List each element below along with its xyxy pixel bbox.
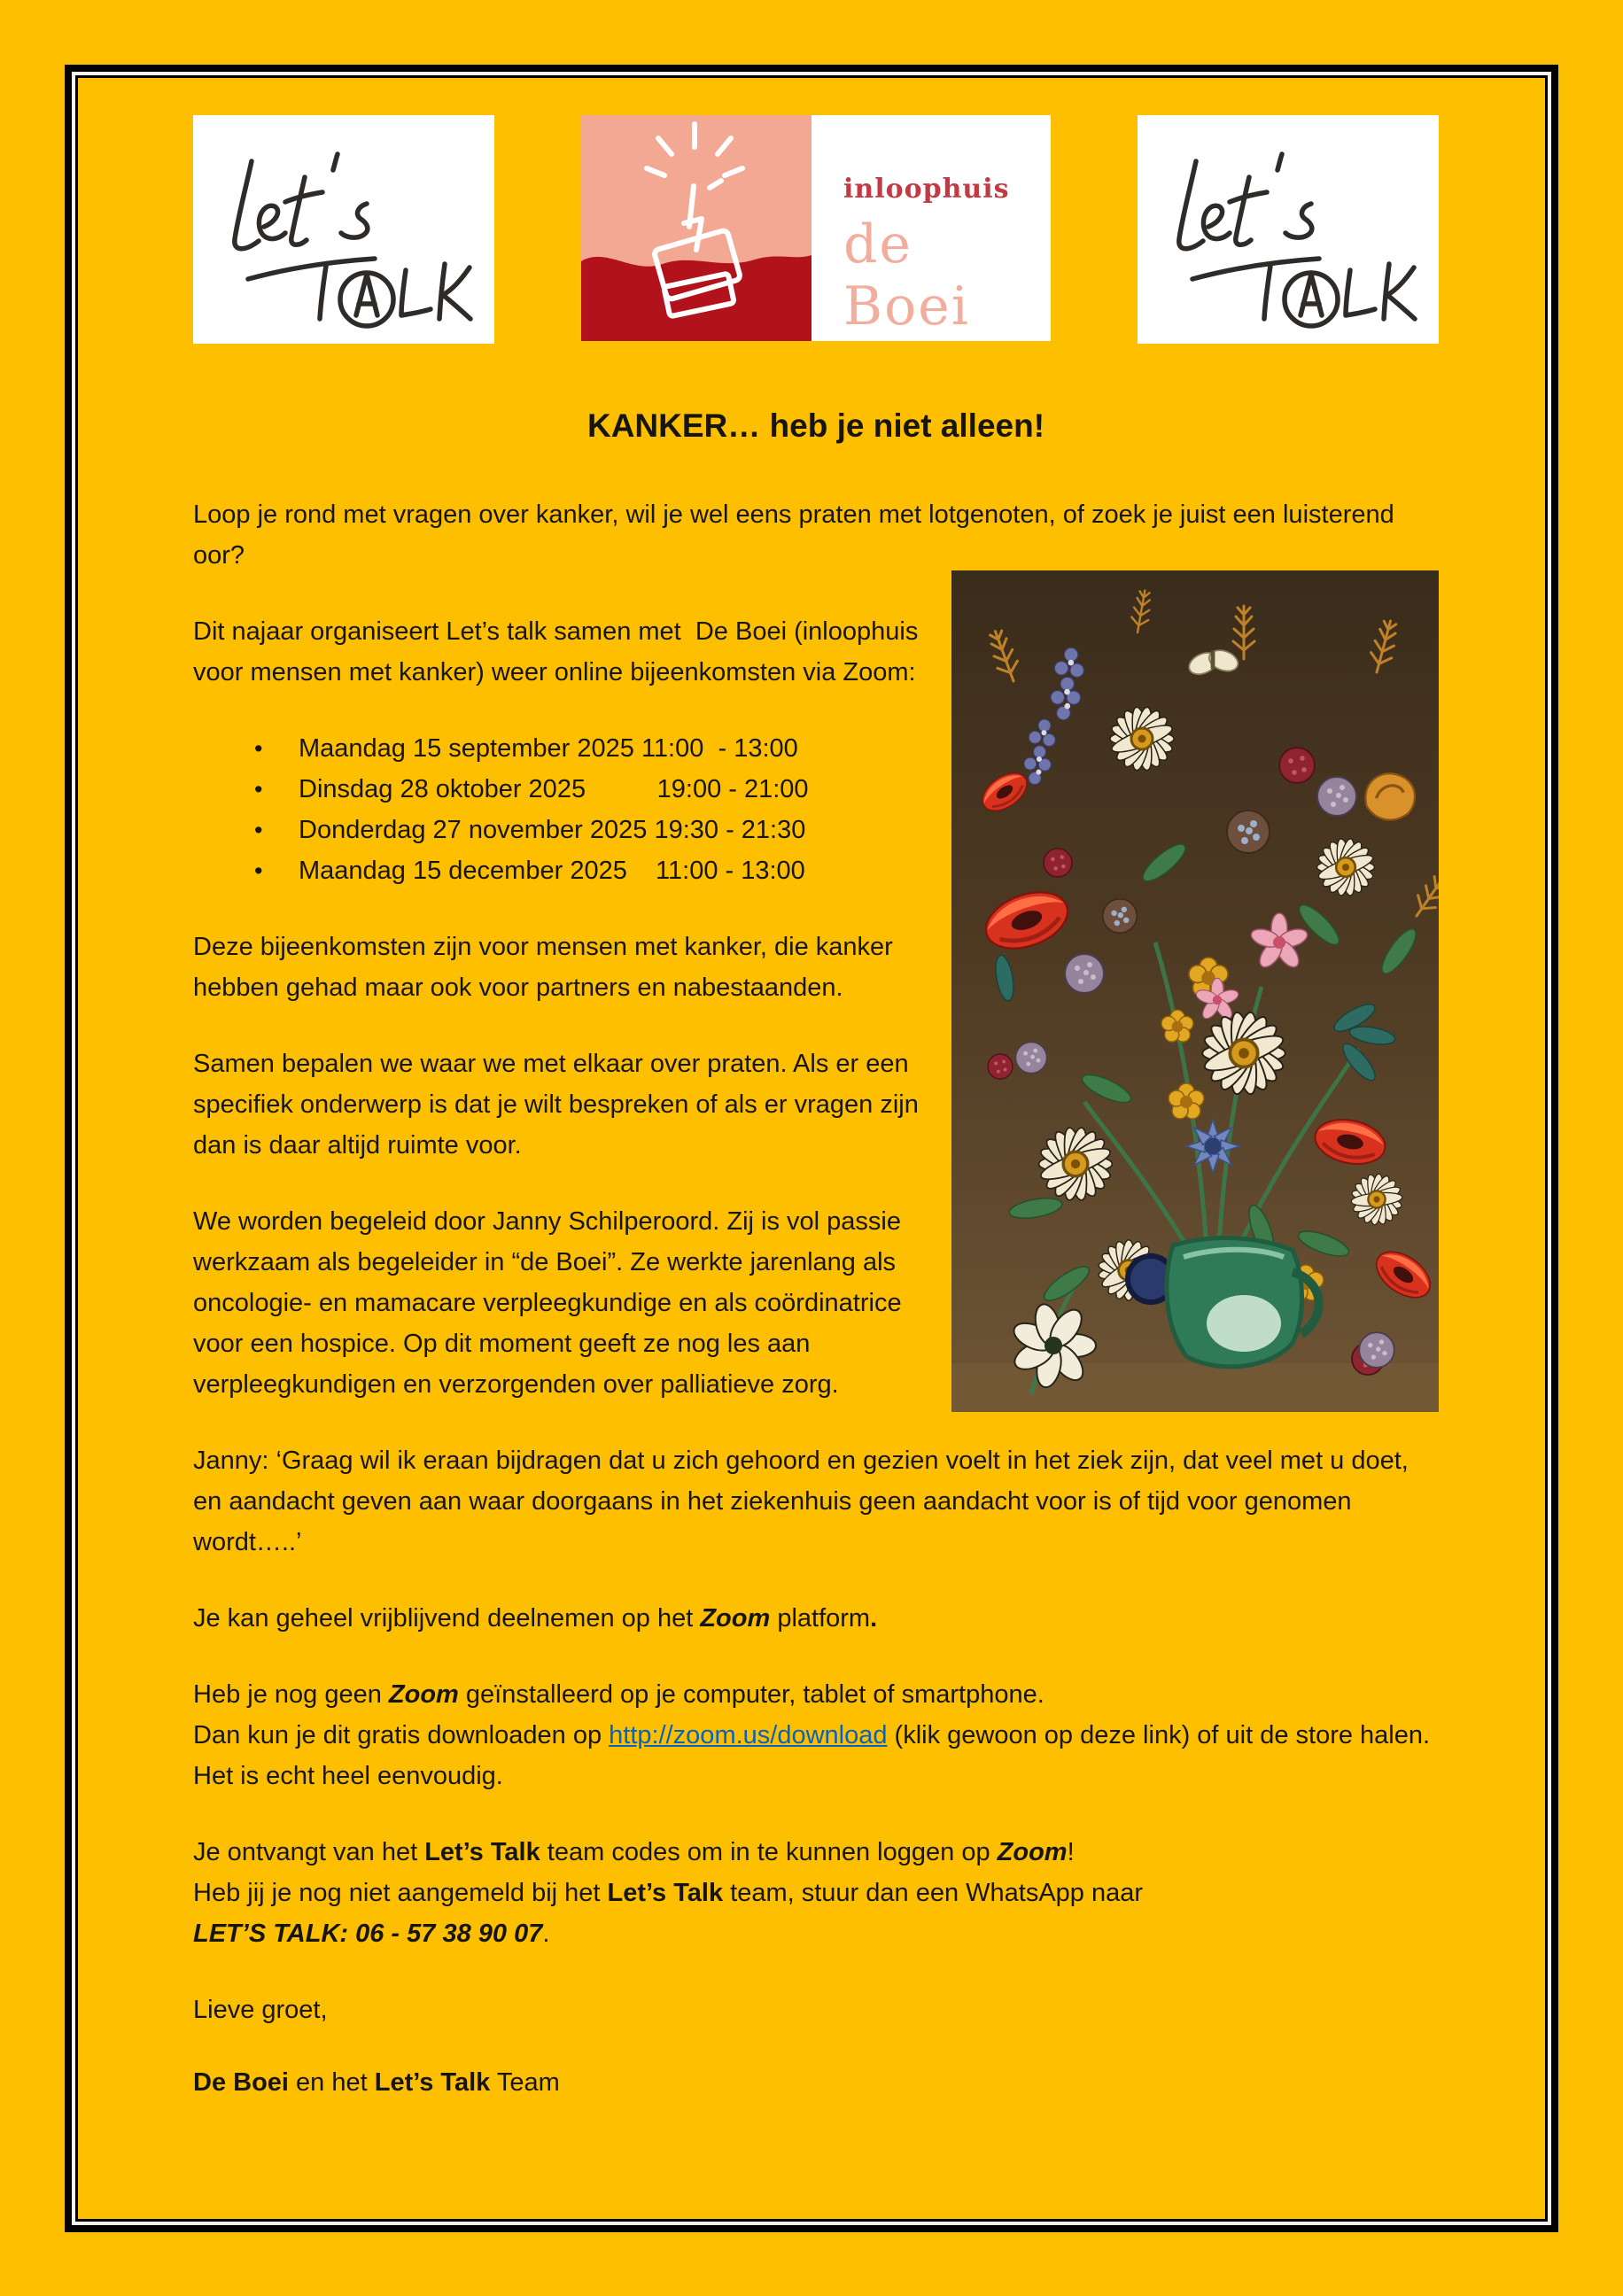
text-run: . bbox=[542, 1920, 550, 1948]
de-boei-logo-text bbox=[812, 115, 1051, 341]
bullet-icon: • bbox=[254, 776, 263, 803]
lets-talk-brand-text: Let’s Talk bbox=[607, 1879, 724, 1907]
logo-row bbox=[193, 115, 1439, 344]
lets-talk-handwriting-icon bbox=[193, 115, 494, 344]
flyer-content bbox=[80, 80, 1543, 2216]
lets-talk-handwriting-icon bbox=[1138, 115, 1439, 344]
greeting-paragraph: Lieve groet, bbox=[193, 1996, 328, 2024]
schedule-item-text: Maandag 15 september 2025 11:00 - 13:00 bbox=[299, 734, 798, 763]
organise-paragraph: Dit najaar organiseert Let’s talk samen met De Boei (inloophuis voor mensen met kanker) weer online bijeenkomsten via Zoom: bbox=[193, 617, 926, 686]
de-boei-brand-text: De Boei bbox=[193, 2068, 289, 2097]
bullet-icon: • bbox=[254, 735, 263, 762]
lets-talk-brand-text: Let’s Talk bbox=[424, 1838, 540, 1866]
lets-talk-logo-right bbox=[1138, 115, 1439, 344]
audience-paragraph: Deze bijeenkomsten zijn voor mensen met kanker, die kanker hebben gehad maar ook voor partners en nabestaanden. bbox=[193, 933, 900, 1002]
intro-paragraph: Loop je rond met vragen over kanker, wil je wel eens praten met lotgenoten, of zoek je juist een luisterend oor? bbox=[193, 500, 1409, 570]
bullet-icon: • bbox=[254, 817, 263, 843]
text-run: (klik gewoon op deze link) of uit de store halen. Het is echt heel eenvoudig. bbox=[193, 1721, 1438, 1790]
text-run: en het bbox=[288, 2068, 375, 2097]
text-run: geïnstalleerd op je computer, tablet of smartphone. bbox=[458, 1680, 1044, 1709]
page-title: KANKER… heb je niet alleen! bbox=[586, 407, 1045, 444]
signature-paragraph bbox=[193, 2062, 1439, 2103]
de-boei-logo bbox=[581, 115, 1051, 341]
lets-talk-logo-left bbox=[193, 115, 494, 344]
lets-talk-brand-text: Let’s Talk bbox=[374, 2068, 491, 2097]
zoom-brand-text: Zoom bbox=[388, 1680, 459, 1709]
install-paragraph bbox=[193, 1674, 1439, 1796]
zoom-brand-text: Zoom bbox=[700, 1604, 771, 1633]
text-run: platform bbox=[770, 1604, 871, 1633]
schedule-item-text: Dinsdag 28 oktober 2025 19:00 - 21:00 bbox=[299, 775, 809, 803]
guide-paragraph: We worden begeleid door Janny Schilperoord. Zij is vol passie werkzaam als begeleider in “de Boei”. Ze werkte jarenlang als oncologie- en mamacare verpleegkundige en als coördinatrice voor een hospice. Op dit moment geeft ze nog les aan verpleegkundigen en verzorgenden over palliatieve zorg. bbox=[193, 1207, 909, 1399]
text-run: Heb jij je nog niet aangemeld bij het bbox=[193, 1879, 608, 1907]
whatsapp-phone-number: LET’S TALK: 06 - 57 38 90 07 bbox=[193, 1920, 543, 1948]
text-run: team, stuur dan een WhatsApp naar bbox=[723, 1879, 1144, 1907]
schedule-item bbox=[193, 769, 932, 810]
schedule-item-text: Maandag 15 december 2025 11:00 - 13:00 bbox=[299, 857, 805, 885]
flower-painting-image bbox=[951, 570, 1439, 1412]
topics-paragraph: Samen bepalen we waar we met elkaar over praten. Als er een specifiek onderwerp is dat je wilt bespreken of als er vragen zijn dan is daar altijd ruimte voor. bbox=[193, 1050, 926, 1160]
text-run: ! bbox=[1067, 1838, 1075, 1866]
zoom-platform-paragraph bbox=[193, 1598, 1439, 1639]
text-run: . bbox=[870, 1604, 878, 1633]
text-run: team codes om in te kunnen loggen op bbox=[540, 1838, 998, 1866]
text-run: Heb je nog geen bbox=[193, 1680, 389, 1709]
schedule-item bbox=[193, 728, 932, 769]
text-run: Je ontvangt van het bbox=[193, 1838, 425, 1866]
text-run: Team bbox=[490, 2068, 560, 2097]
schedule-item bbox=[193, 850, 932, 891]
text-run: Je kan geheel vrijblijvend deelnemen op het bbox=[193, 1604, 701, 1633]
schedule-item-text: Donderdag 27 november 2025 19:30 - 21:30 bbox=[299, 816, 806, 844]
codes-paragraph bbox=[193, 1832, 1439, 1954]
de-boei-buoy-icon bbox=[581, 115, 812, 341]
zoom-download-link[interactable]: http://zoom.us/download bbox=[609, 1721, 888, 1749]
janny-quote-paragraph: Janny: ‘Graag wil ik eraan bijdragen dat u zich gehoord en gezien voelt in het ziek zijn, dat veel met u doet, en aandacht geven aan waar doorgaans in het ziekenhuis geen aandacht voor is of tijd voor genomen wordt…..’ bbox=[193, 1447, 1416, 1556]
bullet-icon: • bbox=[254, 857, 263, 884]
de-boei-logo-subtitle: inloophuis bbox=[843, 174, 1010, 205]
schedule-item bbox=[193, 810, 932, 850]
de-boei-logo-name: de Boei bbox=[843, 213, 970, 337]
text-run: Dan kun je dit gratis downloaden op bbox=[193, 1721, 610, 1749]
zoom-brand-text: Zoom bbox=[997, 1838, 1068, 1866]
